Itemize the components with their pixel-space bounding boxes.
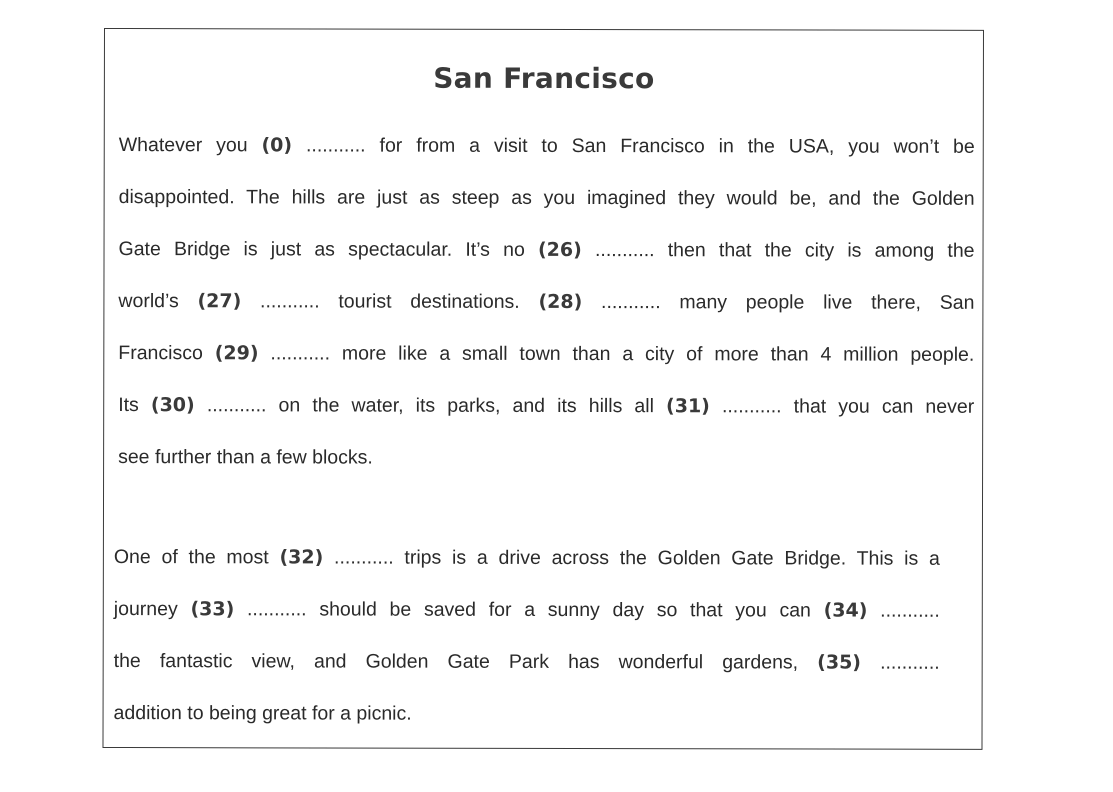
- line-text: Francisco: [118, 342, 215, 365]
- line-text: world’s: [118, 290, 198, 313]
- line-text: ...........: [867, 599, 940, 622]
- line-text: journey: [113, 598, 191, 621]
- line-text: Whatever you: [118, 134, 262, 157]
- line-text: ........... trips is a drive across the Golden Gate Bridge. This is a: [323, 546, 940, 570]
- gap-number: (30): [150, 394, 195, 417]
- line-text: see further than a few blocks.: [118, 446, 373, 469]
- line-text: ...........: [860, 651, 940, 674]
- line-text: One of the most: [113, 546, 280, 569]
- line-text: addition to being great for a picnic.: [113, 702, 412, 725]
- text-line: [118, 281, 974, 335]
- gap-number: (32): [279, 546, 324, 569]
- gap-number: (34): [823, 599, 868, 622]
- line-text: disappointed. The hills are just as steep as you imagined they would be, and the Golden: [118, 186, 975, 210]
- text-line: [118, 229, 974, 283]
- gap-number: (29): [214, 342, 259, 365]
- gap-number: (33): [190, 598, 235, 621]
- line-text: the fantastic view, and Golden Gate Park has wonderful gardens,: [113, 650, 818, 674]
- line-text: ........... many people live there, San: [582, 291, 975, 314]
- text-line: [118, 333, 974, 387]
- line-text: ........... more like a small town than a city of more than 4 million people.: [258, 342, 975, 366]
- gap-number: (26): [537, 238, 582, 262]
- line-text: Its: [118, 394, 151, 417]
- line-text: ........... on the water, its parks, and its hills all: [194, 394, 667, 418]
- gap-number: (31): [666, 395, 710, 418]
- text-line: [119, 177, 975, 231]
- text-line: [114, 537, 940, 591]
- line-text: ........... then that the city is among the: [581, 239, 975, 262]
- line-text: ........... that you can never: [709, 395, 975, 418]
- gap-number: (27): [197, 290, 242, 313]
- text-line: [118, 437, 974, 491]
- line-text: ........... should be saved for a sunny day so that you can: [234, 598, 824, 622]
- line-text: Gate Bridge is just as spectacular. It’s no: [118, 238, 539, 261]
- text-line: [119, 125, 975, 179]
- line-text: ........... tourist destinations.: [241, 290, 539, 313]
- text-line: [114, 641, 940, 695]
- text-line: [114, 589, 940, 643]
- text-line: [118, 385, 974, 439]
- gap-number: (28): [538, 290, 583, 314]
- gap-number: (35): [817, 651, 862, 674]
- line-text: ........... for from a visit to San Francisco in the USA, you won’t be: [292, 134, 975, 158]
- paragraph-2: [113, 537, 939, 747]
- paragraph-1: [118, 125, 975, 491]
- gap-number: (0): [261, 134, 293, 157]
- page-title: San Francisco: [433, 61, 655, 96]
- text-line: [113, 693, 939, 747]
- text-frame: [102, 28, 984, 750]
